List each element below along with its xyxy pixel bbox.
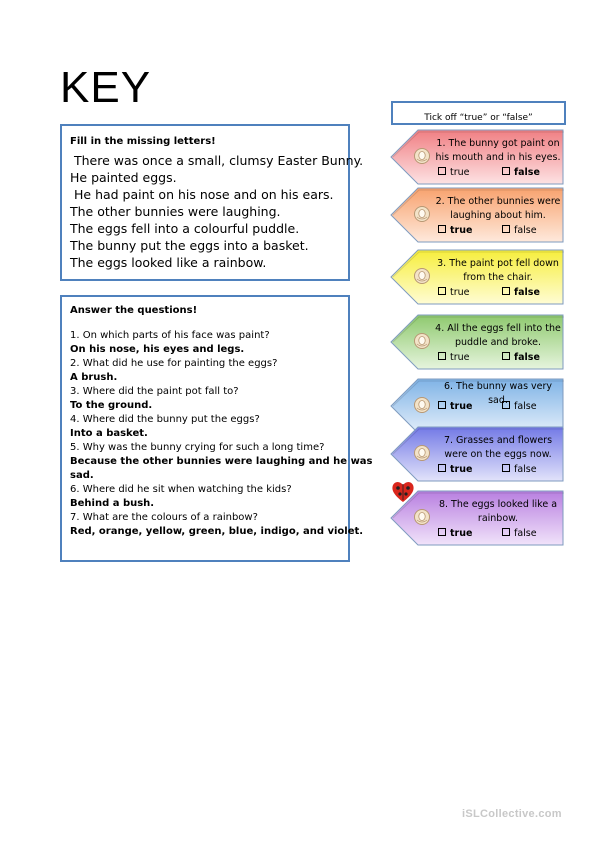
statement-text: [434, 257, 562, 285]
true-option[interactable]: [438, 225, 472, 237]
checkbox-icon[interactable]: [438, 528, 446, 536]
true-label: true: [450, 225, 473, 236]
questions-box: [60, 295, 373, 562]
egg-cup-icon: [413, 205, 431, 225]
statement-tag: [388, 128, 566, 186]
fill-in-box: [60, 124, 364, 281]
fill-line: He painted eggs.: [70, 170, 177, 185]
egg-cup-icon: [413, 396, 431, 416]
question: 2. What did he use for painting the eggs?: [70, 358, 278, 369]
fill-in-heading: Fill in the missing letters!: [70, 136, 216, 147]
tick-instruction: Tick off “true” or “false”: [424, 113, 533, 123]
statement-line: 6. The bunny was very sad.: [443, 381, 553, 406]
checkbox-icon[interactable]: [438, 464, 446, 472]
false-label: false: [514, 464, 537, 475]
checkbox-icon[interactable]: [502, 352, 510, 360]
fill-line: The other bunnies were laughing.: [70, 204, 281, 219]
question: 4. Where did the bunny put the eggs?: [70, 414, 260, 425]
checkbox-icon[interactable]: [438, 225, 446, 233]
false-label: false: [514, 401, 537, 412]
statement-line: puddle and broke.: [454, 337, 542, 348]
false-option[interactable]: [502, 167, 540, 179]
statement-line: 8. The eggs looked like a: [438, 499, 558, 510]
checkbox-icon[interactable]: [502, 287, 510, 295]
answer: Into a basket.: [70, 428, 148, 439]
statement-line: laughing about him.: [450, 210, 546, 221]
question: 7. What are the colours of a rainbow?: [70, 512, 258, 523]
false-label: false: [514, 287, 540, 298]
true-label: true: [450, 401, 473, 412]
checkbox-icon[interactable]: [438, 401, 446, 409]
false-label: false: [514, 528, 537, 539]
egg-cup-icon: [413, 267, 431, 287]
checkbox-icon[interactable]: [502, 464, 510, 472]
answer: sad.: [70, 470, 94, 481]
checkbox-icon[interactable]: [502, 225, 510, 233]
true-option[interactable]: [438, 528, 472, 540]
true-label: true: [450, 464, 473, 475]
statement-line: his mouth and in his eyes.: [435, 152, 561, 163]
question: 5. Why was the bunny crying for such a long time?: [70, 442, 325, 453]
statement-text: [434, 137, 562, 165]
statement-tag: [388, 248, 566, 306]
egg-cup-icon: [413, 147, 431, 167]
answer: Red, orange, yellow, green, blue, indigo, and violet.: [70, 526, 364, 537]
true-option[interactable]: [438, 167, 470, 179]
true-option[interactable]: [438, 352, 470, 364]
page-title: KEY: [60, 63, 152, 112]
fill-line: The eggs fell into a colourful puddle.: [70, 221, 300, 236]
question: 3. Where did the paint pot fall to?: [70, 386, 239, 397]
false-label: false: [514, 225, 537, 236]
true-label: true: [450, 287, 470, 298]
statement-line: 7. Grasses and flowers: [443, 435, 553, 446]
statement-tag: [388, 313, 566, 371]
checkbox-icon[interactable]: [502, 167, 510, 175]
statement-line: from the chair.: [463, 272, 533, 283]
statement-line: 1. The bunny got paint on: [436, 138, 560, 149]
statement-text: [434, 195, 562, 223]
true-option[interactable]: [438, 401, 472, 413]
egg-cup-icon: [413, 332, 431, 352]
answer: A brush.: [70, 372, 118, 383]
false-option[interactable]: [502, 352, 540, 364]
statement-tag: [388, 425, 566, 483]
checkbox-icon[interactable]: [502, 528, 510, 536]
answer: On his nose, his eyes and legs.: [70, 344, 245, 355]
false-label: false: [514, 167, 540, 178]
tick-instruction-box: [391, 101, 566, 125]
fill-line: He had paint on his nose and on his ears.: [74, 187, 334, 202]
ladybug-icon: [390, 478, 416, 504]
false-option[interactable]: [502, 287, 540, 299]
fill-line: The bunny put the eggs into a basket.: [70, 238, 309, 253]
false-option[interactable]: [502, 401, 537, 413]
statement-line: 2. The other bunnies were: [435, 196, 561, 207]
egg-cup-icon: [413, 508, 431, 528]
answer: To the ground.: [70, 400, 153, 411]
statement-line: 3. The paint pot fell down: [437, 258, 559, 269]
statement-line: rainbow.: [477, 513, 519, 524]
statement-tag: [388, 186, 566, 244]
statement-text: [434, 322, 562, 350]
false-option[interactable]: [502, 528, 537, 540]
true-label: true: [450, 167, 470, 178]
questions-heading: Answer the questions!: [70, 305, 198, 316]
checkbox-icon[interactable]: [438, 287, 446, 295]
statement-text: [434, 498, 562, 526]
answer: Behind a bush.: [70, 498, 155, 509]
question: 1. On which parts of his face was paint?: [70, 330, 270, 341]
question: 6. Where did he sit when watching the kids?: [70, 484, 292, 495]
checkbox-icon[interactable]: [438, 352, 446, 360]
false-label: false: [514, 352, 540, 363]
false-option[interactable]: [502, 225, 537, 237]
statement-line: 4. All the eggs fell into the: [435, 323, 561, 334]
checkbox-icon[interactable]: [502, 401, 510, 409]
fill-line: The eggs looked like a rainbow.: [70, 255, 267, 270]
fill-line: There was once a small, clumsy Easter Bunny.: [74, 153, 364, 168]
true-option[interactable]: [438, 464, 472, 476]
false-option[interactable]: [502, 464, 537, 476]
statement-text: [434, 434, 562, 462]
watermark: iSLCollective.com: [462, 808, 562, 820]
egg-cup-icon: [413, 444, 431, 464]
statement-line: were on the eggs now.: [444, 449, 552, 460]
true-label: true: [450, 352, 470, 363]
true-option[interactable]: [438, 287, 470, 299]
true-label: true: [450, 528, 473, 539]
checkbox-icon[interactable]: [438, 167, 446, 175]
answer: Because the other bunnies were laughing and he was: [70, 456, 373, 467]
